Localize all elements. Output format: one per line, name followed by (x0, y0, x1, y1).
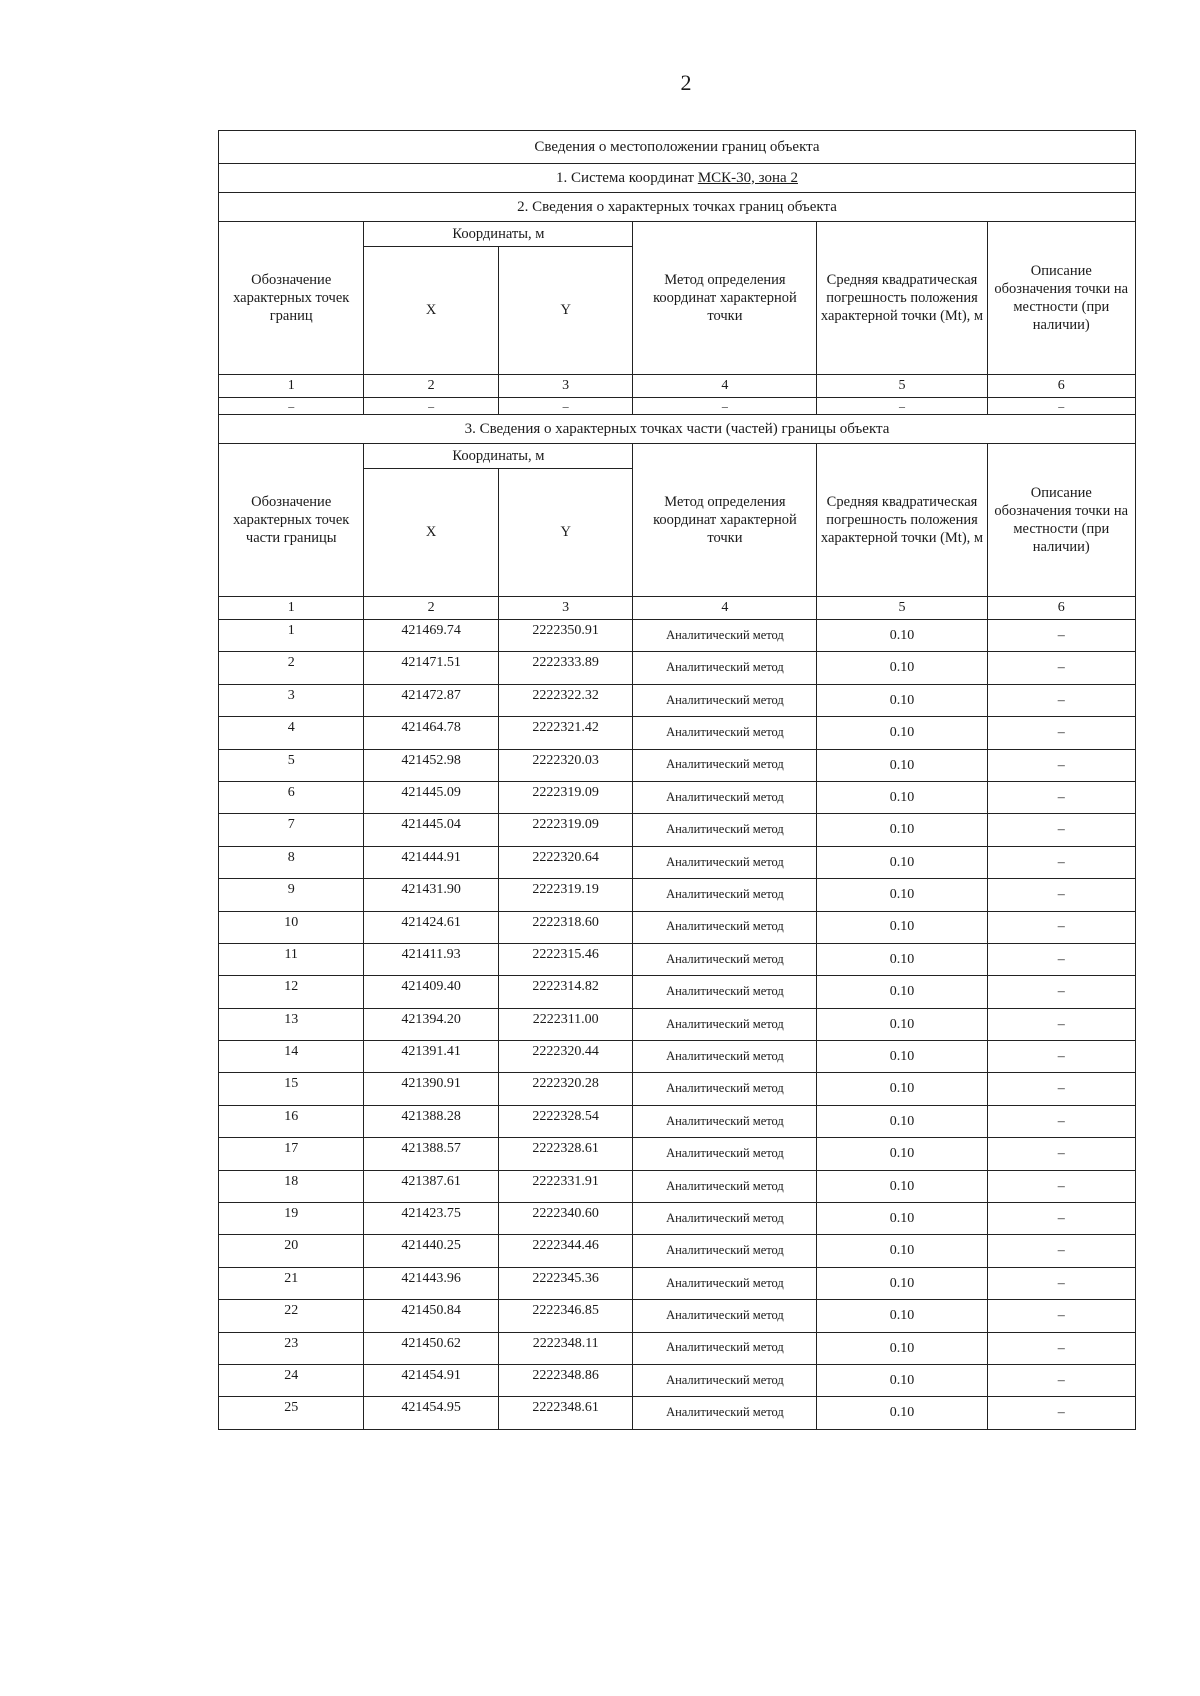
point-number-cell: 5 (219, 749, 364, 781)
y-coordinate-cell: 2222350.91 (498, 620, 633, 652)
boundary-table (218, 130, 1136, 1430)
method-cell: Аналитический метод (633, 1332, 817, 1364)
point-number-cell: 8 (219, 846, 364, 878)
s3-index-row (219, 597, 1136, 620)
table-row (219, 1203, 1136, 1235)
mt-error-cell: 0.10 (817, 1041, 987, 1073)
x-coordinate-cell: 421464.78 (364, 717, 499, 749)
table-row (219, 749, 1136, 781)
description-cell: – (987, 1397, 1135, 1429)
s2-header-x: X (364, 247, 499, 375)
s3-index-cell: 6 (987, 597, 1135, 620)
y-coordinate-cell: 2222328.61 (498, 1138, 633, 1170)
x-coordinate-cell: 421390.91 (364, 1073, 499, 1105)
mt-error-cell: 0.10 (817, 1332, 987, 1364)
description-cell: – (987, 781, 1135, 813)
point-number-cell: 4 (219, 717, 364, 749)
description-cell: – (987, 943, 1135, 975)
description-cell: – (987, 620, 1135, 652)
method-cell: Аналитический метод (633, 976, 817, 1008)
mt-error-cell: 0.10 (817, 1105, 987, 1137)
y-coordinate-cell: 2222318.60 (498, 911, 633, 943)
point-number-cell: 23 (219, 1332, 364, 1364)
table-row (219, 911, 1136, 943)
table-row (219, 1138, 1136, 1170)
x-coordinate-cell: 421454.95 (364, 1397, 499, 1429)
mt-error-cell: 0.10 (817, 1073, 987, 1105)
point-number-cell: 13 (219, 1008, 364, 1040)
method-cell: Аналитический метод (633, 1170, 817, 1202)
table-row (219, 879, 1136, 911)
s3-header-error: Средняя квадратическая погрешность положения характерной точки (Mt), м (817, 444, 987, 597)
mt-error-cell: 0.10 (817, 620, 987, 652)
point-number-cell: 11 (219, 943, 364, 975)
x-coordinate-cell: 421388.57 (364, 1138, 499, 1170)
coordinate-system-value: МСК-30, зона 2 (697, 169, 798, 186)
coordinate-system-label: 1. Система координат (556, 169, 698, 186)
method-cell: Аналитический метод (633, 1203, 817, 1235)
s2-empty-cell: – (817, 398, 987, 415)
mt-error-cell: 0.10 (817, 781, 987, 813)
table-row (219, 1041, 1136, 1073)
description-cell: – (987, 717, 1135, 749)
point-number-cell: 21 (219, 1267, 364, 1299)
mt-error-cell: 0.10 (817, 814, 987, 846)
mt-error-cell: 0.10 (817, 911, 987, 943)
y-coordinate-cell: 2222319.19 (498, 879, 633, 911)
s2-empty-cell: – (219, 398, 364, 415)
x-coordinate-cell: 421443.96 (364, 1267, 499, 1299)
point-number-cell: 1 (219, 620, 364, 652)
description-cell: – (987, 749, 1135, 781)
table-row (219, 1105, 1136, 1137)
x-coordinate-cell: 421440.25 (364, 1235, 499, 1267)
table-row (219, 1267, 1136, 1299)
mt-error-cell: 0.10 (817, 749, 987, 781)
s2-header-method: Метод определения координат характерной точки (633, 222, 817, 375)
y-coordinate-cell: 2222319.09 (498, 781, 633, 813)
y-coordinate-cell: 2222333.89 (498, 652, 633, 684)
description-cell: – (987, 1105, 1135, 1137)
x-coordinate-cell: 421423.75 (364, 1203, 499, 1235)
description-cell: – (987, 1332, 1135, 1364)
s3-index-cell: 2 (364, 597, 499, 620)
method-cell: Аналитический метод (633, 652, 817, 684)
s2-header-coords: Координаты, м (364, 222, 633, 247)
mt-error-cell: 0.10 (817, 1138, 987, 1170)
y-coordinate-cell: 2222320.64 (498, 846, 633, 878)
mt-error-cell: 0.10 (817, 1397, 987, 1429)
mt-error-cell: 0.10 (817, 1203, 987, 1235)
y-coordinate-cell: 2222346.85 (498, 1300, 633, 1332)
y-coordinate-cell: 2222340.60 (498, 1203, 633, 1235)
s2-empty-cell: – (498, 398, 633, 415)
y-coordinate-cell: 2222344.46 (498, 1235, 633, 1267)
x-coordinate-cell: 421450.84 (364, 1300, 499, 1332)
x-coordinate-cell: 421469.74 (364, 620, 499, 652)
table-row (219, 1073, 1136, 1105)
description-cell: – (987, 1008, 1135, 1040)
y-coordinate-cell: 2222311.00 (498, 1008, 633, 1040)
description-cell: – (987, 1041, 1135, 1073)
point-number-cell: 24 (219, 1364, 364, 1396)
table-row (219, 1235, 1136, 1267)
mt-error-cell: 0.10 (817, 684, 987, 716)
mt-error-cell: 0.10 (817, 879, 987, 911)
x-coordinate-cell: 421387.61 (364, 1170, 499, 1202)
method-cell: Аналитический метод (633, 943, 817, 975)
description-cell: – (987, 1267, 1135, 1299)
point-number-cell: 7 (219, 814, 364, 846)
point-number-cell: 18 (219, 1170, 364, 1202)
x-coordinate-cell: 421445.04 (364, 814, 499, 846)
description-cell: – (987, 684, 1135, 716)
mt-error-cell: 0.10 (817, 1267, 987, 1299)
description-cell: – (987, 879, 1135, 911)
x-coordinate-cell: 421454.91 (364, 1364, 499, 1396)
s3-header-coords: Координаты, м (364, 444, 633, 469)
x-coordinate-cell: 421431.90 (364, 879, 499, 911)
table-row (219, 1170, 1136, 1202)
x-coordinate-cell: 421452.98 (364, 749, 499, 781)
s3-header-point: Обозначение характерных точек части границы (219, 444, 364, 597)
description-cell: – (987, 1364, 1135, 1396)
method-cell: Аналитический метод (633, 879, 817, 911)
mt-error-cell: 0.10 (817, 1008, 987, 1040)
s2-index-cell: 6 (987, 375, 1135, 398)
y-coordinate-cell: 2222348.61 (498, 1397, 633, 1429)
table-row (219, 620, 1136, 652)
method-cell: Аналитический метод (633, 1235, 817, 1267)
point-number-cell: 3 (219, 684, 364, 716)
y-coordinate-cell: 2222348.11 (498, 1332, 633, 1364)
point-number-cell: 22 (219, 1300, 364, 1332)
table-row (219, 781, 1136, 813)
s2-index-cell: 3 (498, 375, 633, 398)
method-cell: Аналитический метод (633, 1008, 817, 1040)
description-cell: – (987, 1073, 1135, 1105)
point-number-cell: 9 (219, 879, 364, 911)
mt-error-cell: 0.10 (817, 652, 987, 684)
s2-header-y: Y (498, 247, 633, 375)
y-coordinate-cell: 2222331.91 (498, 1170, 633, 1202)
table-row (219, 717, 1136, 749)
point-number-cell: 10 (219, 911, 364, 943)
point-number-cell: 14 (219, 1041, 364, 1073)
x-coordinate-cell: 421444.91 (364, 846, 499, 878)
s3-header-y: Y (498, 469, 633, 597)
table-row (219, 684, 1136, 716)
mt-error-cell: 0.10 (817, 1300, 987, 1332)
mt-error-cell: 0.10 (817, 976, 987, 1008)
boundary-info-sheet (218, 130, 1136, 1430)
section2-title: 2. Сведения о характерных точках границ объекта (219, 193, 1136, 222)
table-row (219, 943, 1136, 975)
s2-header-description: Описание обозначения точки на местности (при наличии) (987, 222, 1135, 375)
mt-error-cell: 0.10 (817, 1235, 987, 1267)
table-row (219, 1008, 1136, 1040)
point-number-cell: 17 (219, 1138, 364, 1170)
mt-error-cell: 0.10 (817, 943, 987, 975)
description-cell: – (987, 1235, 1135, 1267)
method-cell: Аналитический метод (633, 814, 817, 846)
x-coordinate-cell: 421424.61 (364, 911, 499, 943)
method-cell: Аналитический метод (633, 1138, 817, 1170)
description-cell: – (987, 1138, 1135, 1170)
document-title: Сведения о местоположении границ объекта (219, 131, 1136, 164)
s2-index-cell: 4 (633, 375, 817, 398)
x-coordinate-cell: 421409.40 (364, 976, 499, 1008)
y-coordinate-cell: 2222320.44 (498, 1041, 633, 1073)
mt-error-cell: 0.10 (817, 846, 987, 878)
method-cell: Аналитический метод (633, 911, 817, 943)
method-cell: Аналитический метод (633, 1267, 817, 1299)
method-cell: Аналитический метод (633, 1073, 817, 1105)
method-cell: Аналитический метод (633, 1364, 817, 1396)
x-coordinate-cell: 421411.93 (364, 943, 499, 975)
table-row (219, 1364, 1136, 1396)
s2-index-cell: 5 (817, 375, 987, 398)
s2-header-error: Средняя квадратическая погрешность положения характерной точки (Mt), м (817, 222, 987, 375)
s2-empty-row (219, 398, 1136, 415)
x-coordinate-cell: 421472.87 (364, 684, 499, 716)
s3-header-description: Описание обозначения точки на местности (при наличии) (987, 444, 1135, 597)
y-coordinate-cell: 2222320.03 (498, 749, 633, 781)
point-number-cell: 6 (219, 781, 364, 813)
s2-header-point: Обозначение характерных точек границ (219, 222, 364, 375)
method-cell: Аналитический метод (633, 1041, 817, 1073)
method-cell: Аналитический метод (633, 749, 817, 781)
s3-index-cell: 3 (498, 597, 633, 620)
coordinate-system-row (219, 164, 1136, 193)
method-cell: Аналитический метод (633, 684, 817, 716)
point-number-cell: 19 (219, 1203, 364, 1235)
description-cell: – (987, 846, 1135, 878)
method-cell: Аналитический метод (633, 1300, 817, 1332)
s3-data-rows (219, 620, 1136, 1430)
y-coordinate-cell: 2222328.54 (498, 1105, 633, 1137)
y-coordinate-cell: 2222319.09 (498, 814, 633, 846)
method-cell: Аналитический метод (633, 717, 817, 749)
description-cell: – (987, 1170, 1135, 1202)
section3-title: 3. Сведения о характерных точках части (частей) границы объекта (219, 415, 1136, 444)
y-coordinate-cell: 2222345.36 (498, 1267, 633, 1299)
point-number-cell: 25 (219, 1397, 364, 1429)
table-row (219, 814, 1136, 846)
s3-index-cell: 4 (633, 597, 817, 620)
s2-index-row (219, 375, 1136, 398)
description-cell: – (987, 1203, 1135, 1235)
y-coordinate-cell: 2222321.42 (498, 717, 633, 749)
x-coordinate-cell: 421445.09 (364, 781, 499, 813)
s2-empty-cell: – (633, 398, 817, 415)
method-cell: Аналитический метод (633, 1105, 817, 1137)
method-cell: Аналитический метод (633, 1397, 817, 1429)
x-coordinate-cell: 421471.51 (364, 652, 499, 684)
table-row (219, 1300, 1136, 1332)
point-number-cell: 2 (219, 652, 364, 684)
s3-index-cell: 5 (817, 597, 987, 620)
description-cell: – (987, 652, 1135, 684)
s2-empty-cell: – (987, 398, 1135, 415)
s3-index-cell: 1 (219, 597, 364, 620)
x-coordinate-cell: 421388.28 (364, 1105, 499, 1137)
y-coordinate-cell: 2222315.46 (498, 943, 633, 975)
point-number-cell: 16 (219, 1105, 364, 1137)
y-coordinate-cell: 2222322.32 (498, 684, 633, 716)
x-coordinate-cell: 421394.20 (364, 1008, 499, 1040)
description-cell: – (987, 911, 1135, 943)
description-cell: – (987, 1300, 1135, 1332)
point-number-cell: 20 (219, 1235, 364, 1267)
x-coordinate-cell: 421450.62 (364, 1332, 499, 1364)
table-row (219, 652, 1136, 684)
page-number: 2 (680, 70, 692, 95)
table-row (219, 1397, 1136, 1429)
y-coordinate-cell: 2222348.86 (498, 1364, 633, 1396)
s2-index-cell: 1 (219, 375, 364, 398)
s2-empty-cell: – (364, 398, 499, 415)
mt-error-cell: 0.10 (817, 717, 987, 749)
table-row (219, 846, 1136, 878)
description-cell: – (987, 814, 1135, 846)
s2-index-cell: 2 (364, 375, 499, 398)
table-row (219, 1332, 1136, 1364)
s3-header-method: Метод определения координат характерной точки (633, 444, 817, 597)
y-coordinate-cell: 2222320.28 (498, 1073, 633, 1105)
method-cell: Аналитический метод (633, 781, 817, 813)
mt-error-cell: 0.10 (817, 1364, 987, 1396)
point-number-cell: 15 (219, 1073, 364, 1105)
x-coordinate-cell: 421391.41 (364, 1041, 499, 1073)
mt-error-cell: 0.10 (817, 1170, 987, 1202)
point-number-cell: 12 (219, 976, 364, 1008)
table-row (219, 976, 1136, 1008)
description-cell: – (987, 976, 1135, 1008)
s3-header-x: X (364, 469, 499, 597)
y-coordinate-cell: 2222314.82 (498, 976, 633, 1008)
method-cell: Аналитический метод (633, 846, 817, 878)
method-cell: Аналитический метод (633, 620, 817, 652)
